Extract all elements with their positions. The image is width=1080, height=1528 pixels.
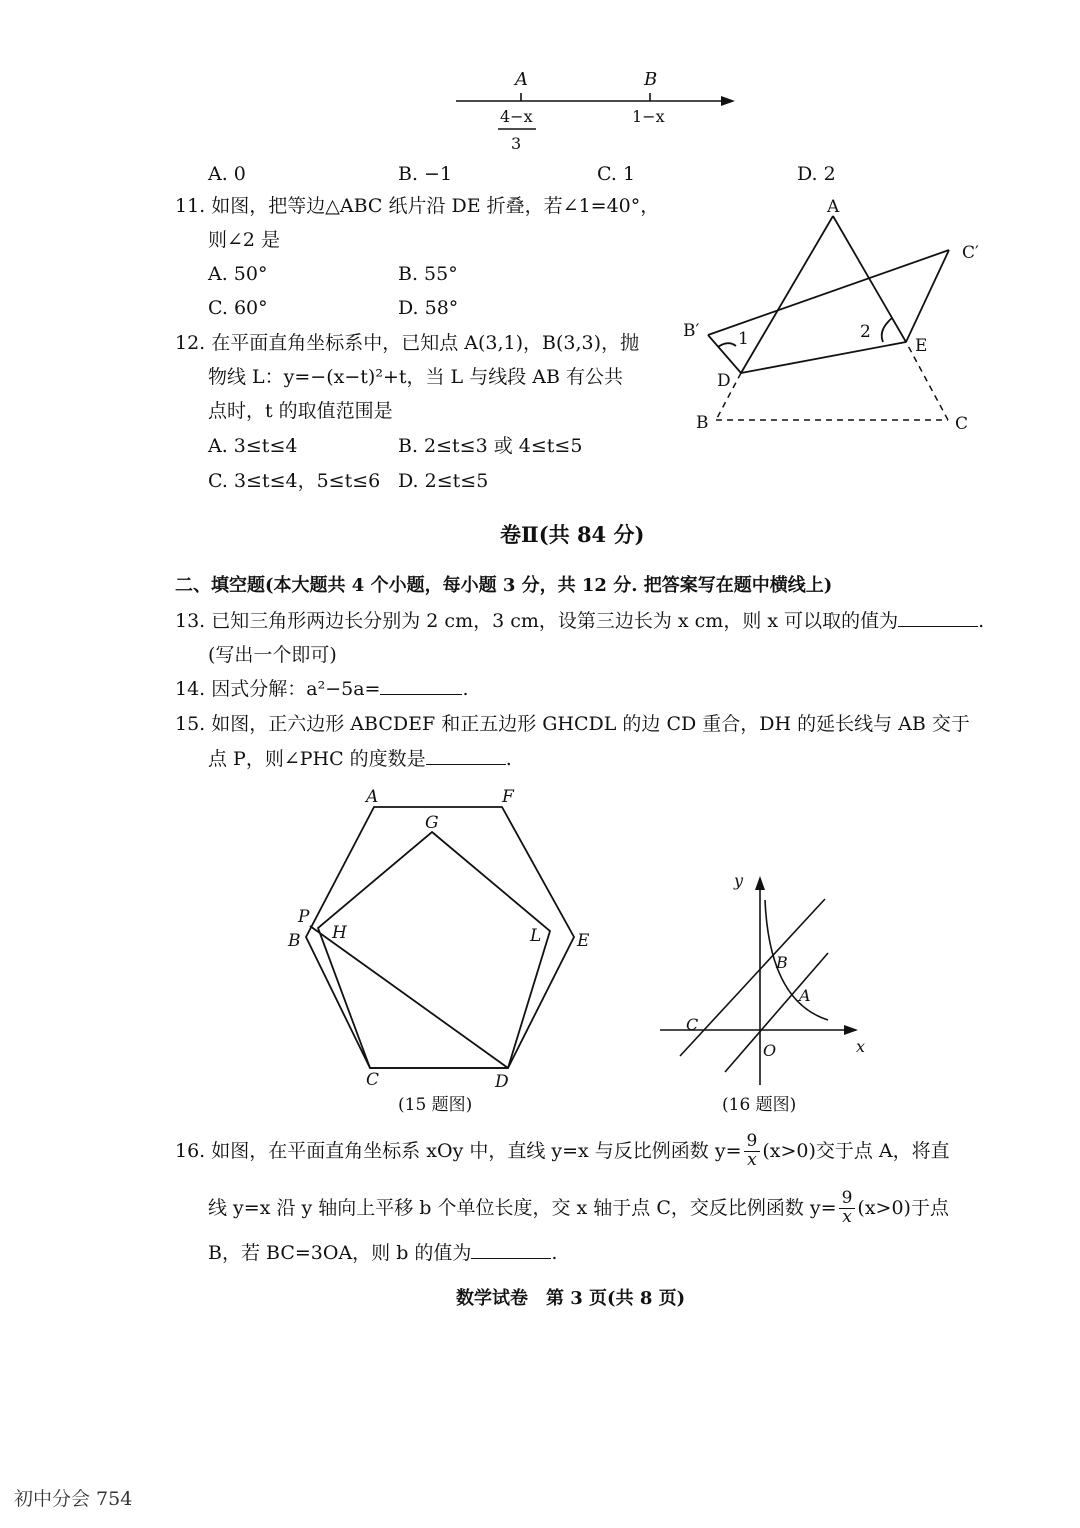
- label-b-prime: B′: [683, 321, 700, 341]
- q16-fraction-2-numerator: 9: [839, 1190, 856, 1209]
- label-o: O: [763, 1041, 777, 1060]
- q16-text-1a: 16. 如图，在平面直角坐标系 xOy 中，直线 y=x 与反比例函数 y=: [175, 1139, 742, 1162]
- label-l: L: [530, 926, 542, 946]
- label-b: B: [288, 931, 301, 951]
- q14-text: 14. 因式分解：a²−5a=: [175, 678, 381, 700]
- label-c: C: [955, 414, 969, 434]
- q13-period: .: [978, 610, 985, 632]
- q13-stem-line2: (写出一个即可): [208, 644, 337, 666]
- y-axis-arrowhead: [755, 876, 765, 890]
- label-c-prime: C′: [962, 243, 979, 263]
- watermark-text: 初中分会 754: [14, 1488, 133, 1510]
- label-x: x: [856, 1037, 866, 1056]
- q16-stem-line2: [208, 1190, 949, 1227]
- q15-period: .: [505, 748, 512, 770]
- label-angle-2: 2: [860, 322, 871, 342]
- fill-in-heading: 二、填空题(本大题共 4 个小题，每小题 3 分，共 12 分. 把答案写在题中横线上): [175, 575, 833, 596]
- hyperbola-curve: [765, 900, 828, 1020]
- label-b: B: [776, 953, 788, 972]
- label-a: A: [799, 986, 811, 1005]
- point-a-value-denominator: 3: [511, 134, 522, 153]
- q12-stem-line2: 物线 L：y=−(x−t)²+t，当 L 与线段 AB 有公共: [208, 366, 623, 388]
- angle-1-arc: [718, 343, 736, 347]
- q12-choice-b: B. 2≤t≤3 或 4≤t≤5: [398, 435, 583, 457]
- q16-fraction-2-denominator: x: [842, 1206, 852, 1227]
- label-angle-1: 1: [738, 329, 749, 349]
- shifted-line: [680, 899, 825, 1056]
- segment-d-to-p: [310, 926, 508, 1068]
- q16-text-2b: (x>0)于点: [857, 1196, 949, 1219]
- q11-choice-a: A. 50°: [208, 263, 268, 285]
- q15-stem-line2: [208, 750, 512, 769]
- q14-stem: [175, 680, 469, 699]
- label-a: A: [827, 197, 840, 217]
- q16-figure-caption: (16 题图): [722, 1095, 797, 1115]
- q16-fraction-1-numerator: 9: [744, 1133, 761, 1152]
- q10-choice-a: A. 0: [208, 163, 246, 185]
- q16-stem-line3: [208, 1244, 557, 1263]
- q16-text-1b: (x>0)交于点 A，将直: [762, 1139, 950, 1162]
- angle-2-arc: [882, 318, 892, 342]
- q11-stem-line1: 11. 如图，把等边△ABC 纸片沿 DE 折叠，若∠1=40°，: [175, 195, 660, 217]
- point-b-value: 1−x: [632, 107, 665, 126]
- q15-text: 点 P，则∠PHC 的度数是: [208, 748, 426, 770]
- label-h: H: [332, 923, 347, 943]
- q11-choice-b: B. 55°: [398, 263, 458, 285]
- q16-text-3: B，若 BC=3OA，则 b 的值为: [208, 1242, 472, 1264]
- section-2-title: 卷Ⅱ(共 84 分): [500, 522, 645, 547]
- q12-choice-c: C. 3≤t≤4，5≤t≤6: [208, 470, 381, 492]
- q16-stem-line1: [175, 1133, 950, 1170]
- q11-choice-c: C. 60°: [208, 297, 268, 319]
- label-e: E: [915, 336, 928, 356]
- q10-choice-b: B. −1: [398, 163, 453, 185]
- label-g: G: [425, 813, 439, 833]
- q12-stem-line1: 12. 在平面直角坐标系中，已知点 A(3,1)，B(3,3)，抛: [175, 332, 640, 354]
- number-line-arrowhead: [721, 96, 735, 106]
- q10-choice-c: C. 1: [597, 163, 636, 185]
- point-a-label: A: [515, 69, 528, 90]
- segment-b-prime-to-d: [708, 335, 741, 373]
- q11-fold-triangle-figure: [670, 190, 1000, 440]
- label-c: C: [366, 1070, 380, 1090]
- q11-choice-d: D. 58°: [398, 297, 459, 319]
- label-e: E: [577, 931, 590, 951]
- q13-text: 13. 已知三角形两边长分别为 2 cm，3 cm，设第三边长为 x cm，则 x 可以取的值为: [175, 610, 899, 632]
- q13-stem-line1: [175, 612, 984, 631]
- page-footer: 数学试卷 第 3 页(共 8 页): [456, 1288, 686, 1309]
- q11-stem-line2: 则∠2 是: [208, 229, 281, 251]
- q16-fraction-1: [744, 1133, 761, 1170]
- q15-stem-line1: 15. 如图，正六边形 ABCDEF 和正五边形 GHCDL 的边 CD 重合，DH 的延长线与 AB 交于: [175, 713, 970, 735]
- label-a: A: [366, 787, 379, 807]
- label-c: C: [686, 1015, 699, 1034]
- q14-answer-blank[interactable]: [380, 694, 462, 695]
- q15-hexagon-pentagon-figure: [280, 780, 610, 1120]
- q16-fraction-1-denominator: x: [747, 1149, 757, 1170]
- q12-stem-line3: 点时，t 的取值范围是: [208, 400, 393, 422]
- label-d: D: [495, 1072, 509, 1092]
- q16-text-2a: 线 y=x 沿 y 轴向上平移 b 个单位长度，交 x 轴于点 C，交反比例函数 y=: [208, 1196, 837, 1219]
- label-f: F: [502, 787, 514, 807]
- number-line-figure: [440, 60, 750, 160]
- q15-figure-caption: (15 题图): [398, 1095, 473, 1115]
- label-b: B: [696, 413, 709, 433]
- segment-a-to-d: [741, 216, 833, 373]
- q16-coordinate-figure: [650, 860, 880, 1095]
- point-b-label: B: [644, 69, 658, 90]
- q16-answer-blank[interactable]: [471, 1258, 551, 1259]
- q10-choice-d: D. 2: [797, 163, 836, 185]
- q13-answer-blank[interactable]: [898, 626, 978, 627]
- segment-d-to-e: [741, 342, 906, 373]
- label-p: P: [298, 907, 310, 927]
- q16-fraction-2: [839, 1190, 856, 1227]
- label-d: D: [717, 371, 731, 391]
- q14-period: .: [462, 678, 469, 700]
- q15-answer-blank[interactable]: [426, 764, 506, 765]
- q12-choice-d: D. 2≤t≤5: [398, 470, 489, 492]
- point-a-value-numerator: 4−x: [500, 107, 533, 126]
- x-axis-arrowhead: [844, 1025, 858, 1035]
- q12-choice-a: A. 3≤t≤4: [208, 435, 298, 457]
- label-y: y: [734, 871, 744, 890]
- q16-period: .: [551, 1242, 558, 1264]
- segment-b-prime-to-c-prime: [708, 250, 949, 335]
